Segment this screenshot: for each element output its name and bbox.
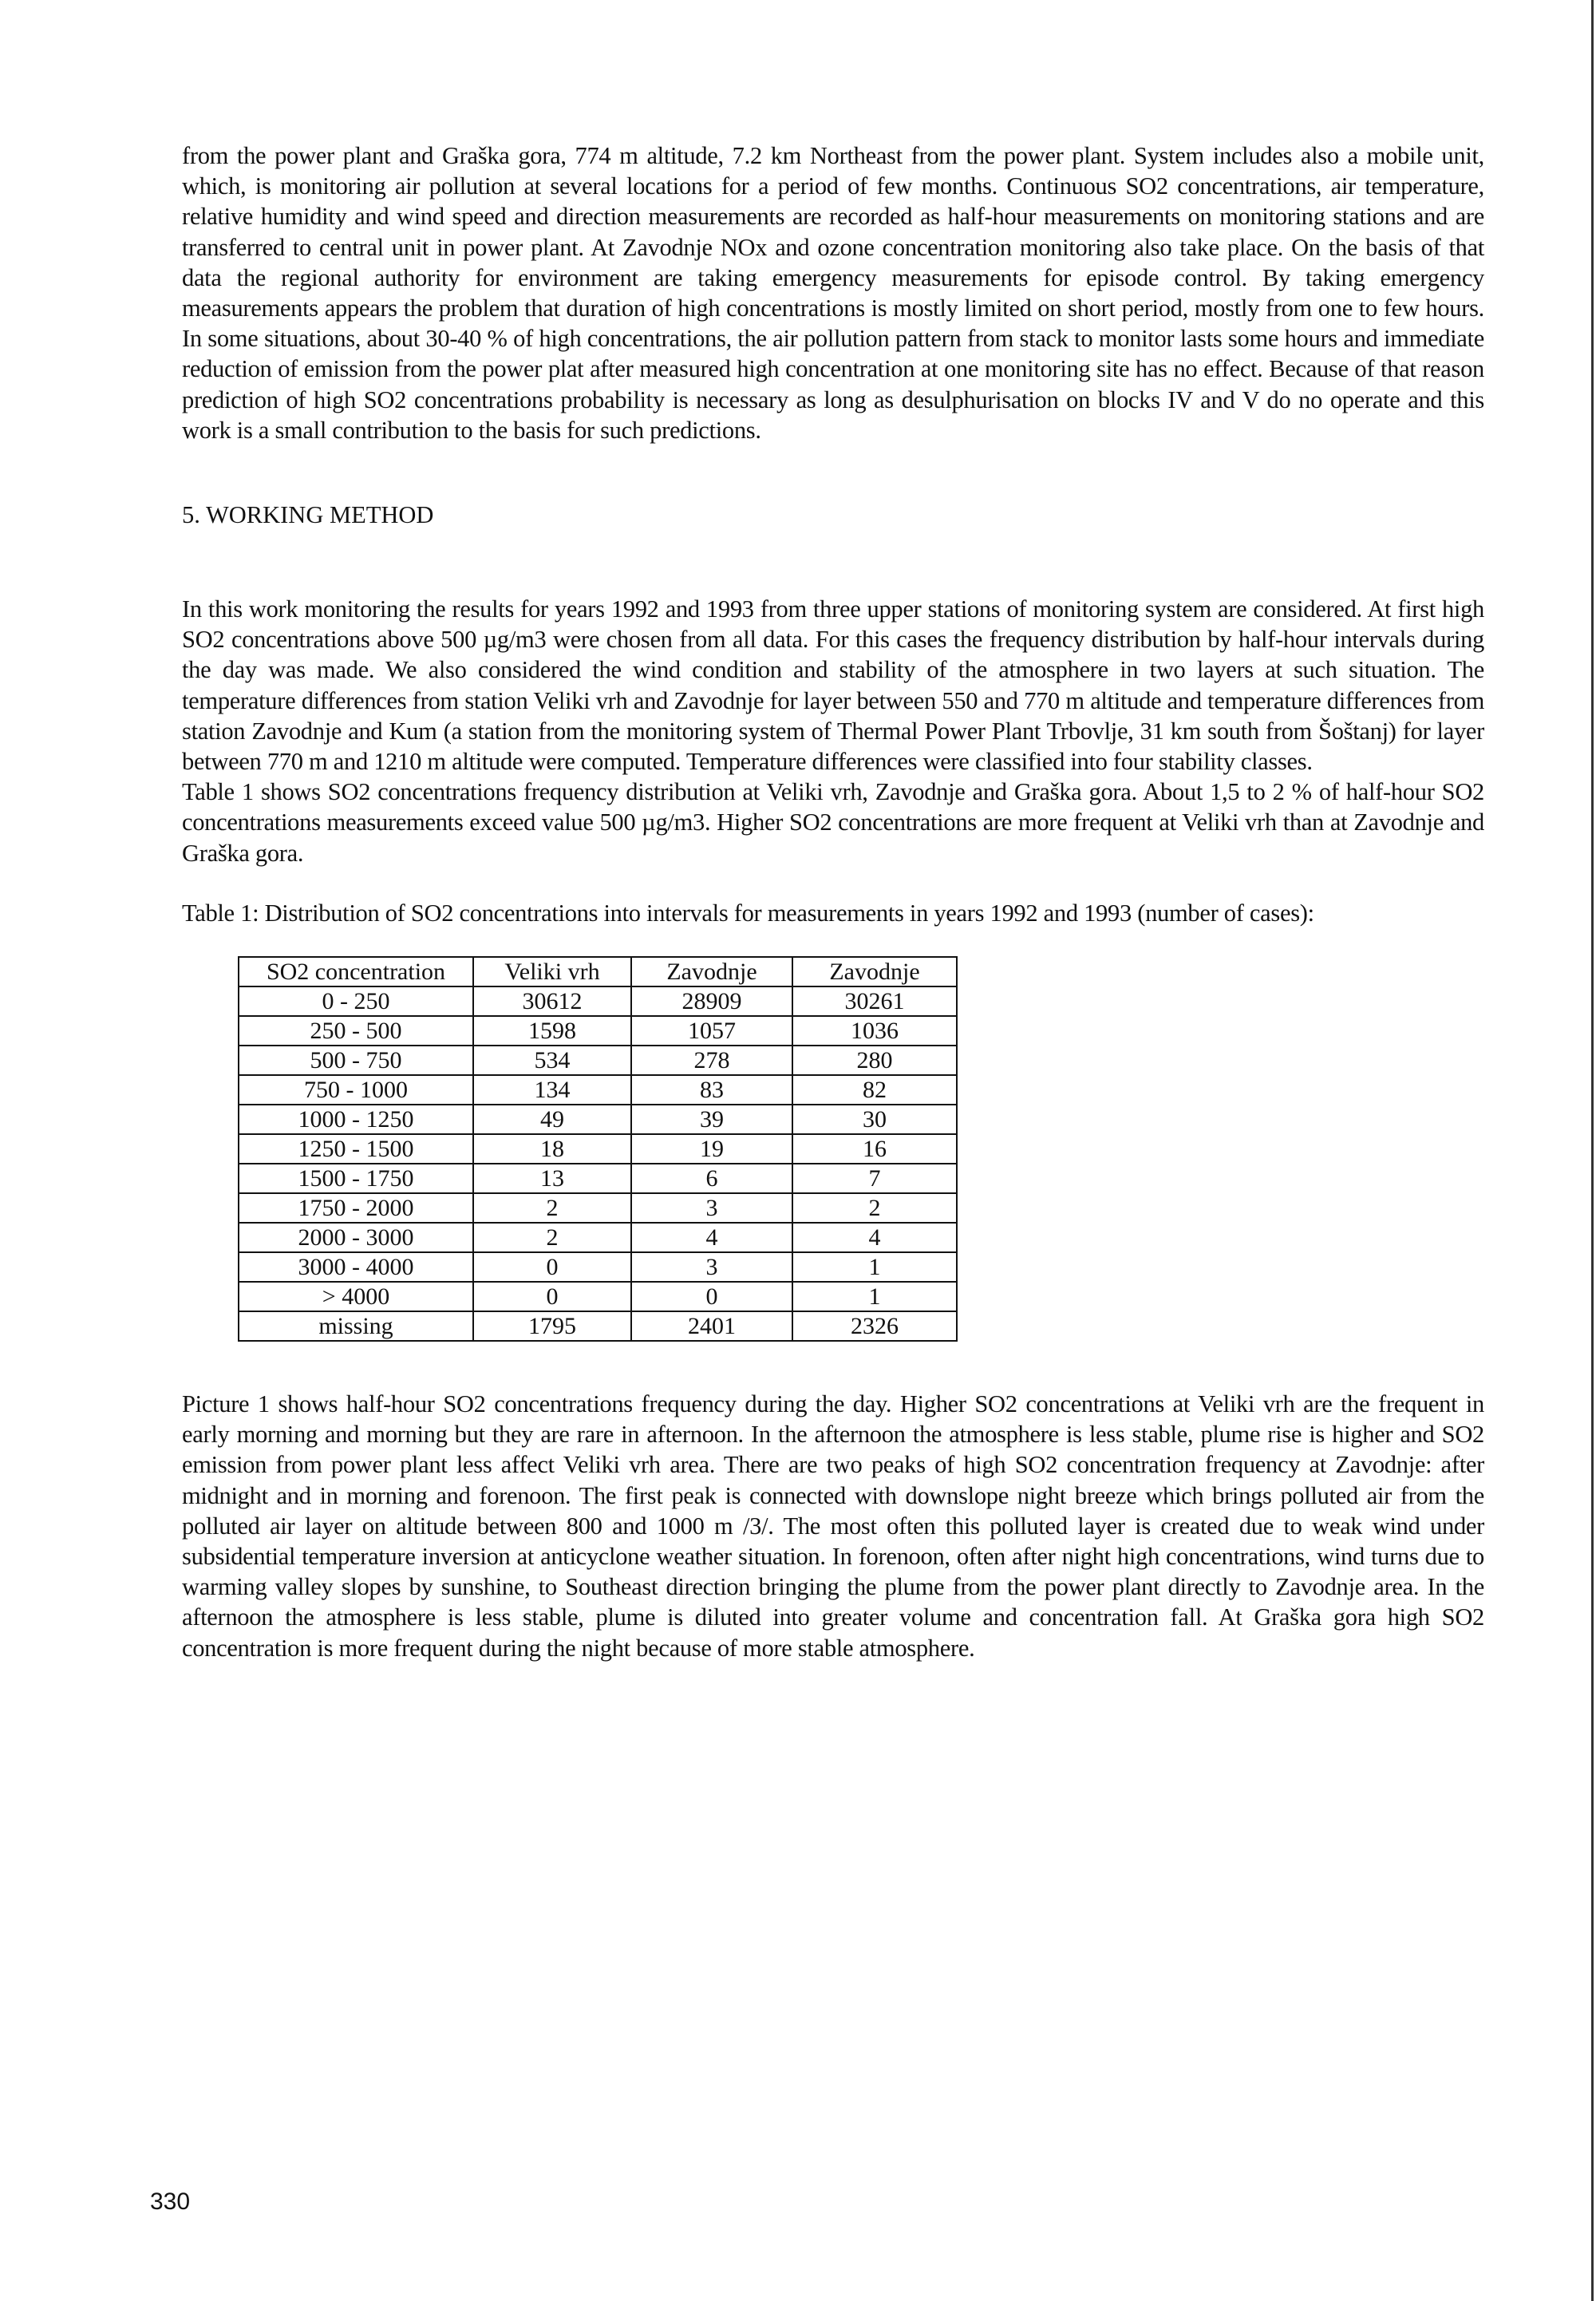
concentration-interval-cell: 0 - 250	[239, 986, 473, 1016]
table-row	[239, 1105, 957, 1134]
count-cell: 83	[631, 1075, 792, 1105]
concentration-interval-cell: 3000 - 4000	[239, 1252, 473, 1282]
count-cell: 3	[631, 1193, 792, 1223]
table-row	[239, 1075, 957, 1105]
count-cell: 280	[792, 1046, 957, 1075]
page-number: 330	[150, 2188, 191, 2215]
table-row	[239, 1282, 957, 1311]
count-cell: 1598	[473, 1016, 631, 1046]
count-cell: 1795	[473, 1311, 631, 1341]
count-cell: 1057	[631, 1016, 792, 1046]
count-cell: 1	[792, 1282, 957, 1311]
count-cell: 16	[792, 1134, 957, 1164]
count-cell: 19	[631, 1134, 792, 1164]
so2-distribution-table	[238, 956, 958, 1342]
count-cell: 0	[473, 1282, 631, 1311]
count-cell: 18	[473, 1134, 631, 1164]
concentration-interval-cell: 500 - 750	[239, 1046, 473, 1075]
count-cell: 2	[473, 1223, 631, 1252]
count-cell: 2	[792, 1193, 957, 1223]
table-row	[239, 1223, 957, 1252]
table-caption: Table 1: Distribution of SO2 concentrations into intervals for measurements in years 1992 and 1993 (number of cases):	[182, 899, 1314, 927]
count-cell: 30	[792, 1105, 957, 1134]
paragraph-table-intro: Table 1 shows SO2 concentrations frequency distribution at Veliki vrh, Zavodnje and Graška gora. About 1,5 to 2 % of half-hour SO2 concentrations measurements exceed value 500 µg/m3. Higher SO2 concentrations are more frequent at Veliki vrh than at Zavodnje and Graška gora.	[182, 778, 1484, 867]
concentration-interval-cell: 2000 - 3000	[239, 1223, 473, 1252]
count-cell: 39	[631, 1105, 792, 1134]
count-cell: 6	[631, 1164, 792, 1193]
concentration-interval-cell: > 4000	[239, 1282, 473, 1311]
count-cell: 134	[473, 1075, 631, 1105]
table-header-row	[239, 957, 957, 986]
count-cell: 1036	[792, 1016, 957, 1046]
concentration-interval-cell: 1750 - 2000	[239, 1193, 473, 1223]
paragraph-working-method: In this work monitoring the results for years 1992 and 1993 from three upper stations of monitoring system are considered. At first high SO2 concentrations above 500 µg/m3 were chosen from all data. For this cases the frequency distribution by half-hour intervals during the day was made. We also considered the wind condition and stability of the atmosphere in two layers at such situation. The temperature differences from station Veliki vrh and Zavodnje for layer between 550 and 770 m altitude and temperature differences from station Zavodnje and Kum (a station from the monitoring system of Thermal Power Plant Trbovlje, 31 km south from Šoštanj) for layer between 770 m and 1210 m altitude were computed. Temperature differences were classified into four stability classes.	[182, 595, 1484, 776]
table-row	[239, 986, 957, 1016]
count-cell: 30612	[473, 986, 631, 1016]
count-cell: 82	[792, 1075, 957, 1105]
table-row	[239, 1134, 957, 1164]
count-cell: 13	[473, 1164, 631, 1193]
concentration-interval-cell: 1250 - 1500	[239, 1134, 473, 1164]
header-cell: Zavodnje	[631, 957, 792, 986]
table-row	[239, 1046, 957, 1075]
concentration-interval-cell: missing	[239, 1311, 473, 1341]
table-row	[239, 1252, 957, 1282]
count-cell: 2	[473, 1193, 631, 1223]
concentration-interval-cell: 750 - 1000	[239, 1075, 473, 1105]
header-cell: Zavodnje	[792, 957, 957, 986]
count-cell: 4	[631, 1223, 792, 1252]
paragraph-picture-1: Picture 1 shows half-hour SO2 concentrations frequency during the day. Higher SO2 concentrations at Veliki vrh are the frequent in early morning and morning but they are rare in afternoon. In the afternoon the atmosphere is less stable, plume rise is higher and SO2 emission from power plant less affect Veliki vrh area. There are two peaks of high SO2 concentration frequency at Zavodnje: after midnight and in morning and forenoon. The first peak is connected with downslope night breeze which brings polluted air from the polluted air layer on altitude between 800 and 1000 m /3/. The most often this polluted layer is created due to weak wind under subsidential temperature inversion at anticyclone weather situation. In forenoon, often after night high concentrations, wind turns due to warming valley slopes by sunshine, to Southeast direction bringing the plume from the power plant directly to Zavodnje area. In the afternoon the atmosphere is less stable, plume is diluted into greater volume and concentration fall. At Graška gora high SO2 concentration is more frequent during the night because of more stable atmosphere.	[182, 1390, 1484, 1662]
section-heading: 5. WORKING METHOD	[182, 501, 434, 528]
concentration-interval-cell: 1000 - 1250	[239, 1105, 473, 1134]
header-cell: Veliki vrh	[473, 957, 631, 986]
count-cell: 7	[792, 1164, 957, 1193]
concentration-interval-cell: 1500 - 1750	[239, 1164, 473, 1193]
count-cell: 278	[631, 1046, 792, 1075]
header-cell: SO2 concentration	[239, 957, 473, 986]
count-cell: 0	[631, 1282, 792, 1311]
page-edge-rule	[1591, 0, 1594, 2301]
table-row	[239, 1311, 957, 1341]
count-cell: 4	[792, 1223, 957, 1252]
count-cell: 1	[792, 1252, 957, 1282]
concentration-interval-cell: 250 - 500	[239, 1016, 473, 1046]
count-cell: 30261	[792, 986, 957, 1016]
count-cell: 28909	[631, 986, 792, 1016]
table-row	[239, 1016, 957, 1046]
count-cell: 0	[473, 1252, 631, 1282]
count-cell: 534	[473, 1046, 631, 1075]
paragraph-monitoring-system: from the power plant and Graška gora, 774 m altitude, 7.2 km Northeast from the power plant. System includes also a mobile unit, which, is monitoring air pollution at several locations for a period of few months. Continuous SO2 concentrations, air temperature, relative humidity and wind speed and direction measurements are recorded as half-hour measurements on monitoring stations and are transferred to central unit in power plant. At Zavodnje NOx and ozone concentration monitoring also take place. On the basis of that data the regional authority for environment are taking emergency measurements for episode control. By taking emergency measurements appears the problem that duration of high concentrations is mostly limited on short period, mostly from one to few hours. In some situations, about 30-40 % of high concentrations, the air pollution pattern from stack to monitor lasts some hours and immediate reduction of emission from the power plat after measured high concentration at one monitoring site has no effect. Because of that reason prediction of high SO2 concentrations probability is necessary as long as desulphurisation on blocks IV and V do no operate and this work is a small contribution to the basis for such predictions.	[182, 142, 1484, 444]
count-cell: 2326	[792, 1311, 957, 1341]
count-cell: 2401	[631, 1311, 792, 1341]
count-cell: 49	[473, 1105, 631, 1134]
table-row	[239, 1193, 957, 1223]
working-method-section	[182, 594, 1484, 868]
table-row	[239, 1164, 957, 1193]
count-cell: 3	[631, 1252, 792, 1282]
